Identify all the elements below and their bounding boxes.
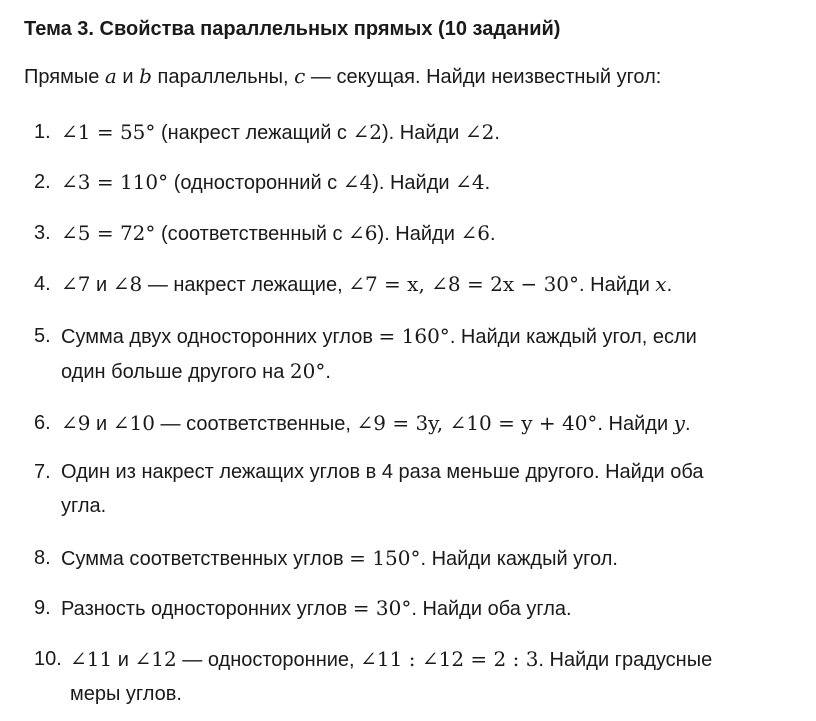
task-number: 9. bbox=[34, 597, 51, 619]
task-part: . Найди bbox=[597, 413, 674, 435]
task-part: . Найди каждый угол, если bbox=[449, 326, 697, 348]
task-number: 5. bbox=[34, 325, 51, 347]
task-number: 4. bbox=[34, 273, 51, 295]
task-part: . bbox=[489, 223, 496, 245]
task-part: Сумма двух односторонних углов bbox=[61, 326, 379, 348]
task-number: 1. bbox=[34, 121, 51, 143]
task-number: 3. bbox=[34, 222, 51, 244]
task-math: ∠1 = 55° bbox=[61, 120, 156, 144]
intro-part: — секущая. Найди неизвестный угол: bbox=[305, 66, 662, 88]
task-text bbox=[61, 541, 791, 576]
task-part: . bbox=[666, 274, 673, 296]
task-part: угла. bbox=[61, 495, 107, 517]
task-text bbox=[61, 115, 791, 150]
task-text bbox=[70, 642, 800, 711]
task-part: один больше другого на bbox=[61, 361, 290, 383]
task-number: 10. bbox=[34, 648, 62, 670]
task-part: — соответственные, bbox=[155, 413, 357, 435]
intro-text bbox=[24, 64, 661, 89]
task-part: . bbox=[684, 413, 691, 435]
task-math: ∠6 bbox=[460, 221, 490, 245]
task-math: ∠2 bbox=[464, 120, 495, 144]
task-part: ). Найди bbox=[381, 122, 465, 144]
task-number: 6. bbox=[34, 412, 51, 434]
task-math: ∠5 = 72° bbox=[61, 221, 156, 245]
task-part: . Найди градусные bbox=[538, 649, 713, 671]
task-part: . bbox=[494, 122, 500, 144]
task-text bbox=[61, 216, 791, 251]
task-math: = 160° bbox=[378, 324, 450, 348]
task-part: Разность односторонних углов bbox=[61, 598, 353, 620]
task-math: ∠8 bbox=[112, 272, 143, 296]
task-part: — односторонние, bbox=[176, 649, 361, 671]
task-math: ∠6 bbox=[348, 221, 378, 245]
task-number: 7. bbox=[34, 461, 51, 483]
task-text bbox=[61, 165, 791, 200]
task-math: x bbox=[655, 272, 667, 296]
line-b-symbol: b bbox=[139, 64, 152, 88]
task-math: ∠2 bbox=[352, 120, 382, 144]
task-part: ). Найди bbox=[372, 172, 456, 194]
task-text bbox=[61, 406, 791, 441]
task-part: и bbox=[90, 413, 113, 435]
task-part: . Найди bbox=[579, 274, 656, 296]
task-part: Сумма соответственных углов bbox=[61, 548, 350, 570]
task-part: Один из накрест лежащих углов в 4 раза меньше другого. Найди оба bbox=[61, 461, 704, 483]
task-math: ∠7 bbox=[61, 272, 91, 296]
task-math: ∠10 bbox=[112, 411, 155, 435]
task-part: (односторонний с bbox=[168, 172, 343, 194]
task-number: 8. bbox=[34, 547, 51, 569]
task-math: ∠9 = 3y, ∠10 = y + 40° bbox=[356, 411, 598, 435]
task-math: ∠4 bbox=[455, 170, 485, 194]
task-part: . Найди оба угла. bbox=[411, 598, 572, 620]
task-part: и bbox=[90, 274, 113, 296]
task-part: (накрест лежащий с bbox=[155, 122, 353, 144]
task-math: ∠11 bbox=[70, 647, 113, 671]
task-math: ∠9 bbox=[61, 411, 91, 435]
task-math: ∠12 bbox=[134, 647, 177, 671]
task-text bbox=[61, 591, 791, 626]
task-part: — накрест лежащие, bbox=[142, 274, 349, 296]
task-math: ∠11 : ∠12 = 2 : 3 bbox=[360, 647, 539, 671]
intro-part: параллельны, bbox=[151, 66, 295, 88]
intro-part: Прямые bbox=[24, 66, 105, 88]
task-math: y bbox=[673, 411, 685, 435]
task-part: . bbox=[325, 361, 331, 383]
line-a-symbol: a bbox=[104, 64, 117, 88]
task-text bbox=[61, 319, 791, 389]
task-part: и bbox=[112, 649, 135, 671]
task-part: ). Найди bbox=[377, 223, 461, 245]
task-text bbox=[61, 455, 791, 523]
task-math: 20° bbox=[289, 359, 326, 383]
task-part: меры углов. bbox=[70, 683, 182, 705]
task-number: 2. bbox=[34, 171, 51, 193]
task-part: . bbox=[484, 172, 491, 194]
task-math: = 150° bbox=[349, 546, 421, 570]
task-math: ∠4 bbox=[342, 170, 373, 194]
task-text bbox=[61, 267, 791, 302]
task-math: = 30° bbox=[352, 596, 412, 620]
task-math: ∠3 = 110° bbox=[61, 170, 169, 194]
task-part: . Найди каждый угол. bbox=[420, 548, 618, 570]
intro-part: и bbox=[116, 66, 140, 88]
task-math: ∠7 = x, ∠8 = 2x − 30° bbox=[348, 272, 580, 296]
line-c-symbol: c bbox=[294, 64, 306, 88]
task-part: (соответственный с bbox=[155, 223, 349, 245]
page-title: Тема 3. Свойства параллельных прямых (10 заданий) bbox=[24, 18, 561, 40]
